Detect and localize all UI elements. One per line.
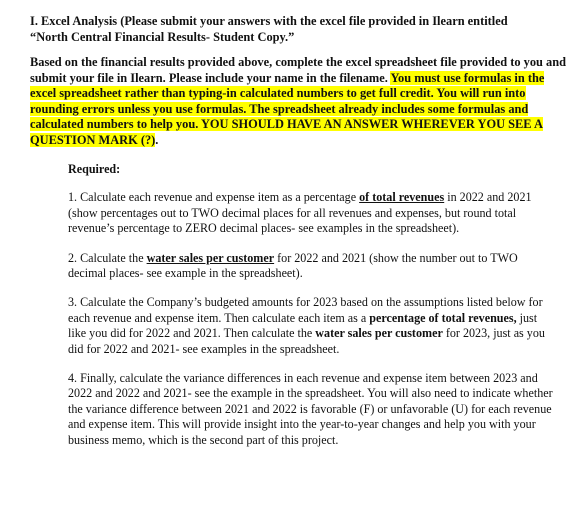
intro-plain-text: Based on the financial results provided above, complete the excel spreadsheet file provided to you and submit your file in Ilearn. Please include your name in the filename. bbox=[30, 55, 567, 85]
requirement-item-4 bbox=[68, 371, 556, 448]
item-3-emphasis-2: water sales per customer bbox=[315, 326, 443, 341]
item-3-emphasis-1: percentage of total revenues, bbox=[369, 310, 517, 325]
item-3-text-e: for 2023, just as you did for 2022 and 2021- see examples in the spreadsheet. bbox=[68, 326, 545, 356]
item-2-text-a: 2. Calculate the bbox=[68, 250, 147, 265]
section-heading bbox=[30, 14, 568, 45]
required-section bbox=[68, 162, 556, 448]
required-label: Required: bbox=[68, 162, 121, 176]
requirement-item-1 bbox=[68, 190, 556, 236]
heading-line-2: “North Central Financial Results- Student Copy.” bbox=[30, 29, 295, 44]
item-3-text-c: just like you did for 2022 and 2021. Then calculate the bbox=[68, 310, 538, 341]
requirement-item-2 bbox=[68, 251, 556, 282]
item-1-emphasis: of total revenues bbox=[359, 190, 445, 205]
requirement-item-3 bbox=[68, 295, 556, 357]
item-2-emphasis: water sales per customer bbox=[146, 250, 275, 265]
intro-paragraph bbox=[30, 55, 568, 148]
item-4-text: 4. Finally, calculate the variance differences in each revenue and expense item between 2023 and 2022 and 2022 and 2021- see the example in the spreadsheet. You will also need to indicate whether the variance difference between 2021 and 2022 is favorable (F) or unfavorable (U) for each revenue and expense item. This will provide insight into the year-to-year changes and help you with your business memo, which is the second part of this project. bbox=[68, 371, 553, 447]
intro-end-text: . bbox=[155, 132, 159, 147]
intro-highlighted-text: You must use formulas in the excel spreadsheet rather than typing-in calculated numbers to get full credit. You will run into rounding errors unless you use formulas. The spreadsheet already includes some formulas and calculated numbers to help you. YOU SHOULD HAVE AN ANSWER WHEREVER YOU SEE A QUESTION MARK (?) bbox=[30, 70, 545, 147]
item-1-text-c: in 2022 and 2021 (show percentages out to TWO decimal places for all revenues and expenses, but round total revenue’s percentage to ZERO decimal places- see examples in the spreadsheet). bbox=[68, 190, 532, 236]
heading-line-1: I. Excel Analysis (Please submit your answers with the excel file provided in Ilearn entitled bbox=[30, 14, 508, 28]
item-2-text-c: for 2022 and 2021 (show the number out to TWO decimal places- see example in the spreadsheet). bbox=[68, 250, 518, 281]
item-1-text-a: 1. Calculate each revenue and expense item as a percentage bbox=[68, 190, 360, 205]
item-3-text-a: 3. Calculate the Company’s budgeted amounts for 2023 based on the assumptions listed below for each revenue and expense item. Then calculate each item as a bbox=[68, 295, 543, 325]
